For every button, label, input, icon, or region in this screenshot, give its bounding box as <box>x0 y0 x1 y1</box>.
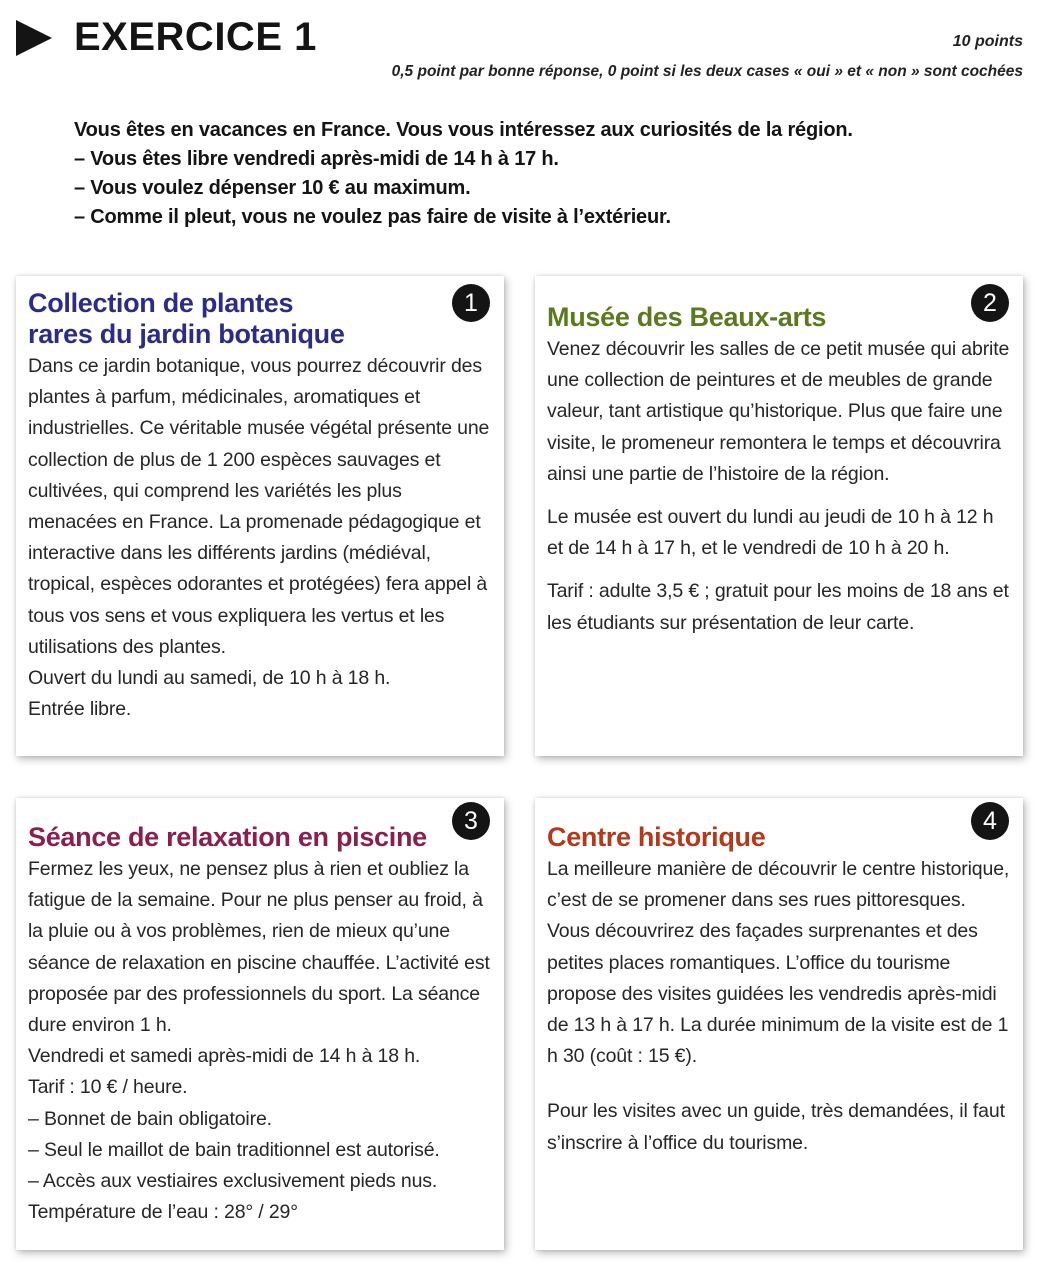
document-card-3 <box>16 798 504 1250</box>
instruction-line: – Vous êtes libre vendredi après-midi de 14 h à 17 h. <box>74 148 559 170</box>
card-paragraph: – Bonnet de bain obligatoire. <box>28 1107 272 1130</box>
card-number-badge: 3 <box>452 802 490 840</box>
card-paragraph: Dans ce jardin botanique, vous pourrez découvrir des plantes à parfum, médicinales, aromatiques et industrielles. Ce véritable musée végétal présente une collection de plus de 1 200 espèces sauvages et cultivées, qui comprend les variétés les plus menacées en France. La promenade pédagogique et interactive dans les différents jardins (médiéval, tropical, espèces odorantes et protégées) fera appel à tous vos sens et vous expliquera les vertus et les utilisations des plantes. <box>28 355 490 658</box>
card-body <box>547 854 1011 1159</box>
points-total: 10 points <box>952 33 1023 50</box>
card-paragraph: Tarif : 10 € / heure. <box>28 1076 188 1099</box>
card-body <box>28 351 492 725</box>
card-title-line: Collection de plantes <box>28 288 294 318</box>
scoring-rules: 0,5 point par bonne réponse, 0 point si les deux cases « oui » et « non » sont cochées <box>391 63 1023 80</box>
card-paragraph: Fermez les yeux, ne pensez plus à rien et oubliez la fatigue de la semaine. Pour ne plus penser au froid, à la pluie ou à vos problèmes, rien de mieux qu’une séance de relaxation en piscine chauffée. L’activité est proposée par des professionnels du sport. La séance dure environ 1 h. <box>28 858 490 1037</box>
card-title-line: Centre historique <box>547 822 766 852</box>
card-paragraph: Vendredi et samedi après-midi de 14 h à 18 h. <box>28 1045 421 1068</box>
card-paragraph: Venez découvrir les salles de ce petit musée qui abrite une collection de peintures et de meubles de grande valeur, tant artistique qu’historique. Plus que faire une visite, le promeneur remontera le temps et découvrira ainsi une partie de l’histoire de la région. <box>547 338 1010 485</box>
card-paragraph: Ouvert du lundi au samedi, de 10 h à 18 h. <box>28 667 391 690</box>
card-title <box>547 822 1011 853</box>
card-title <box>28 822 492 853</box>
card-title <box>547 302 1011 333</box>
instruction-line: – Vous voulez dépenser 10 € au maximum. <box>74 177 471 199</box>
document-card-1 <box>16 276 504 756</box>
play-arrow-icon <box>16 20 52 56</box>
instructions <box>74 116 994 232</box>
card-number-badge: 2 <box>971 284 1009 322</box>
card-number-badge: 1 <box>452 284 490 322</box>
document-card-4 <box>535 798 1023 1250</box>
card-paragraph: – Accès aux vestiaires exclusivement pieds nus. <box>28 1170 438 1193</box>
card-paragraph: Entrée libre. <box>28 698 132 721</box>
exercise-title: EXERCICE 1 <box>74 15 317 59</box>
card-paragraph: Température de l’eau : 28° / 29° <box>28 1201 298 1224</box>
card-title-line: rares du jardin botanique <box>28 319 345 349</box>
card-number-badge: 4 <box>971 802 1009 840</box>
card-paragraph: – Seul le maillot de bain traditionnel est autorisé. <box>28 1138 440 1161</box>
card-body <box>547 334 1011 639</box>
card-paragraph: Tarif : adulte 3,5 € ; gratuit pour les moins de 18 ans et les étudiants sur présentation de leur carte. <box>547 580 1009 634</box>
card-title-line: Séance de relaxation en piscine <box>28 822 427 852</box>
card-title-line: Musée des Beaux-arts <box>547 302 827 332</box>
document-card-2 <box>535 276 1023 756</box>
card-title <box>28 288 492 350</box>
card-paragraph: Pour les visites avec un guide, très demandées, il faut s’inscrire à l’office du tourisme. <box>547 1100 1005 1154</box>
instruction-line: Vous êtes en vacances en France. Vous vous intéressez aux curiosités de la région. <box>74 119 853 141</box>
instruction-line: – Comme il pleut, vous ne voulez pas faire de visite à l’extérieur. <box>74 206 671 228</box>
card-paragraph: La meilleure manière de découvrir le centre historique, c’est de se promener dans ses rues pittoresques. Vous découvrirez des façades surprenantes et des petites places romantiques. L’office du tourisme propose des visites guidées les vendredis après-midi de 13 h à 17 h. La durée minimum de la visite est de 1 h 30 (coût : 15 €). <box>547 858 1010 1068</box>
card-body <box>28 854 492 1228</box>
card-paragraph: Le musée est ouvert du lundi au jeudi de 10 h à 12 h et de 14 h à 17 h, et le vendredi de 10 h à 20 h. <box>547 506 994 560</box>
